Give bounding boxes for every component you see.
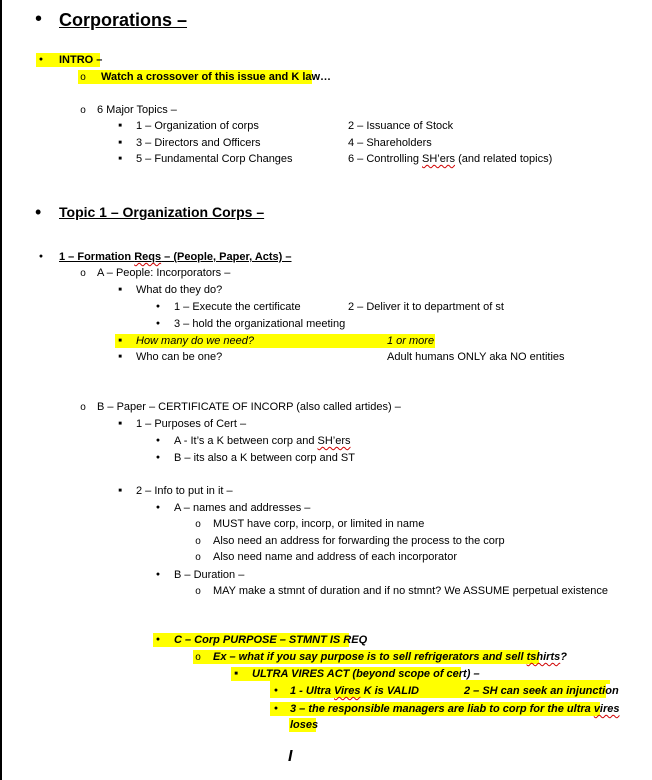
who-answer: Adult humans ONLY aka NO entities (387, 351, 565, 363)
spellcheck-word[interactable]: tshirts (526, 651, 561, 663)
bullet-circle-icon (78, 70, 88, 85)
page-left-border (0, 0, 2, 780)
intro-label: INTRO – (59, 54, 103, 66)
bullet-disc-icon (153, 568, 163, 582)
ultra-item-2: 2 – SH can seek an injunction (464, 685, 619, 697)
info-label: 2 – Info to put in it – (136, 485, 233, 497)
bullet-disc-icon (36, 53, 46, 67)
example-text: Ex – what if you say purpose is to sell refrigerators and sell tshirts? (213, 651, 567, 663)
heading-bullet: • (35, 202, 42, 222)
names-item-3: Also need name and address of each incorporator (213, 551, 457, 563)
bullet-square-icon (115, 152, 125, 166)
ultra-item-1: 1 - Ultra Vires K is VALID (290, 685, 420, 697)
topic-2: 2 – Issuance of Stock (348, 120, 454, 132)
bullet-disc-icon (153, 633, 163, 647)
duration-label: B – Duration – (174, 569, 245, 581)
bullet-square-icon (231, 667, 241, 681)
spellcheck-word[interactable]: SH’ers (422, 153, 456, 165)
bullet-disc-icon (153, 317, 163, 331)
purposes-label: 1 – Purposes of Cert – (136, 418, 247, 430)
formation-label: 1 – Formation Reqs – (People, Paper, Acts) – (59, 251, 292, 263)
bullet-circle-icon (78, 266, 88, 281)
names-item-2: Also need an address for forwarding the process to the corp (213, 535, 505, 547)
do-item-1: 1 – Execute the certificate (174, 301, 301, 313)
heading-topic-1: Topic 1 – Organization Corps – (59, 204, 265, 220)
purpose-label: C – Corp PURPOSE – STMNT IS REQ (174, 634, 368, 646)
ultra-item-3-cont: loses (290, 719, 319, 731)
bullet-square-icon (115, 136, 125, 150)
what-do-they-do: What do they do? (136, 284, 223, 296)
bullet-square-icon (115, 350, 125, 364)
text-cursor: I (288, 748, 293, 765)
do-item-3: 3 – hold the organizational meeting (174, 318, 346, 330)
do-item-2: 2 – Deliver it to department of st (348, 301, 504, 313)
paper-label: B – Paper – CERTIFICATE OF INCORP (also called artides) – (97, 401, 401, 413)
bullet-disc-icon (271, 684, 281, 698)
spellcheck-word[interactable]: vires (593, 703, 620, 715)
ultra-item-3: 3 – the responsible managers are liab to corp for the ultra vires (290, 703, 620, 715)
spellcheck-word[interactable]: Vires (334, 685, 361, 697)
bullet-circle-icon (193, 550, 203, 565)
how-many-question: How many do we need? (136, 335, 255, 347)
bullet-disc-icon (153, 300, 163, 314)
purpose-b: B – its also a K between corp and ST (174, 452, 355, 464)
bullet-disc-icon (271, 702, 281, 716)
topic-1: 1 – Organization of corps (136, 120, 259, 132)
topic-5: 5 – Fundamental Corp Changes (136, 153, 293, 165)
bullet-circle-icon (193, 584, 203, 599)
topic-3: 3 – Directors and Officers (136, 137, 261, 149)
bullet-square-icon (115, 417, 125, 431)
ultra-vires-label: ULTRA VIRES ACT (beyond scope of cert) – (252, 668, 480, 680)
heading-bullet: • (35, 8, 43, 30)
duration-item: MAY make a stmnt of duration and if no stmnt? We ASSUME perpetual existence (213, 585, 608, 597)
purpose-a: A - It’s a K between corp and SH’ers (174, 435, 351, 447)
who-question: Who can be one? (136, 351, 223, 363)
bullet-disc-icon (36, 250, 46, 264)
major-topics-label: 6 Major Topics – (97, 104, 177, 116)
bullet-circle-icon (78, 103, 88, 118)
topic-4: 4 – Shareholders (348, 137, 432, 149)
bullet-square-icon (115, 334, 125, 348)
bullet-square-icon (115, 484, 125, 498)
bullet-circle-icon (193, 517, 203, 532)
topic-6: 6 – Controlling SH’ers (and related topics) (348, 153, 553, 165)
heading-corporations: Corporations – (59, 10, 188, 30)
people-label: A – People: Incorporators – (97, 267, 231, 279)
bullet-disc-icon (153, 434, 163, 448)
how-many-answer: 1 or more (387, 335, 435, 347)
bullet-disc-icon (153, 451, 163, 465)
spellcheck-word[interactable]: SH’ers (317, 435, 351, 447)
spellcheck-word[interactable]: Reqs (134, 251, 162, 263)
bullet-circle-icon (78, 400, 88, 415)
bullet-disc-icon (153, 501, 163, 515)
bullet-circle-icon (193, 650, 203, 665)
bullet-square-icon (115, 119, 125, 133)
bullet-circle-icon (193, 534, 203, 549)
names-item-1: MUST have corp, incorp, or limited in name (213, 518, 425, 530)
bullet-square-icon (115, 283, 125, 297)
names-label: A – names and addresses – (174, 502, 311, 514)
intro-sub: Watch a crossover of this issue and K law… (101, 71, 332, 83)
